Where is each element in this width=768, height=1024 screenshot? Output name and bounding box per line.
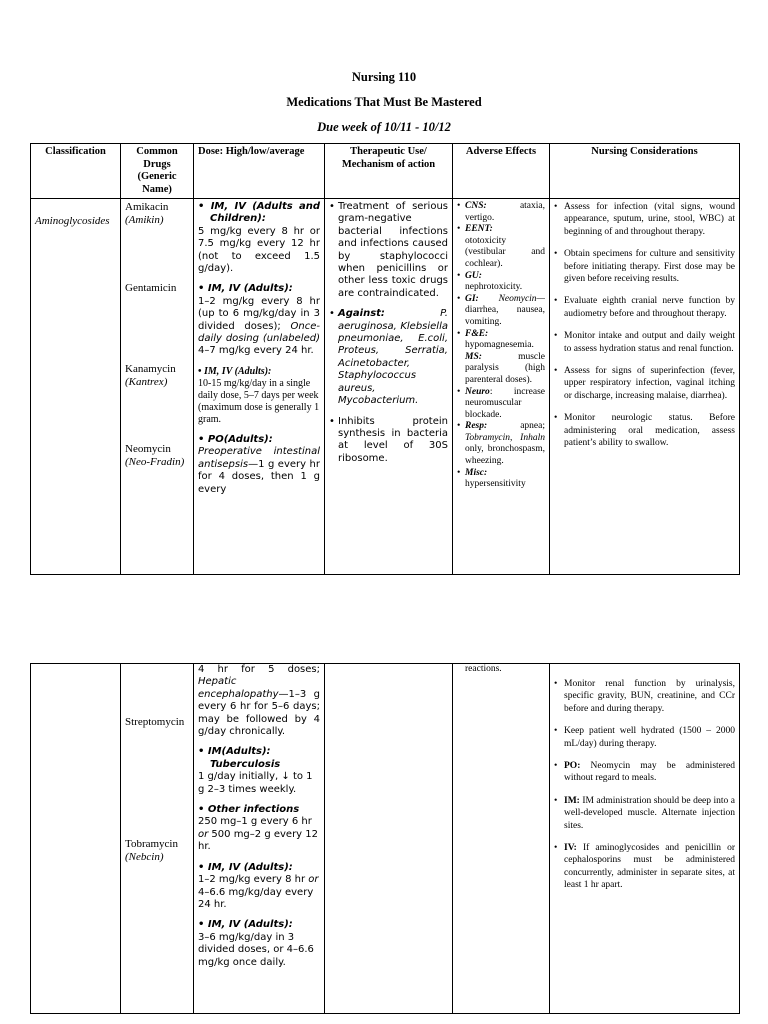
dose-text: or <box>198 828 209 840</box>
nursing-item: • IV: If aminoglycosides and penicillin or cephalosporins must be administered concurrently, administer in separate sites, at least 1 hr apart. <box>554 842 735 892</box>
drug-name: Tobramycin <box>125 838 178 850</box>
adverse-item: • Resp: apnea; Tobramycin, Inhaln only, bronchospasm, wheezing. <box>457 421 545 467</box>
dose-text: 3–6 mg/kg/day in 3 divided doses, or 4–6.6 mg/kg once daily. <box>198 931 314 968</box>
dose-route: • PO(Adults): <box>198 434 320 446</box>
adverse-item: • CNS: ataxia, vertigo. <box>457 201 545 223</box>
col-header-adverse-effects: Adverse Effects <box>453 144 550 199</box>
col-header-dose: Dose: High/low/average <box>194 144 325 199</box>
drug-amikacin <box>125 201 168 226</box>
adverse-item: • GI: Neomycin— diarrhea, nausea, vomiting. <box>457 293 545 327</box>
drug-name: Amikacin <box>125 201 169 213</box>
adverse-item: reactions. <box>465 664 502 674</box>
adverse-item: • EENT: ototoxicity (vestibular and cochlear). <box>457 224 545 269</box>
dose-text: 5 mg/kg every 8 hr or 7.5 mg/kg every 12 hr (not to exceed 1.5 g/day). <box>198 225 320 275</box>
dose-text: 250 mg–1 g every 6 hr <box>198 816 312 828</box>
drug-brand: (Kantrex) <box>125 375 168 388</box>
dose-route: • IM, IV (Adults and Children): <box>198 201 320 226</box>
dose-route: • IM, IV (Adults): <box>198 862 320 874</box>
adverse-item: • GU: nephrotoxicity. <box>457 270 523 293</box>
dose-route: • IM, IV (Adults): <box>198 283 320 295</box>
drug-name: Gentamicin <box>125 282 177 294</box>
classification-cell <box>31 664 121 1014</box>
dose-text: 4–7 mg/kg every 24 hr. <box>198 345 314 357</box>
nursing-item: • Obtain specimens for culture and sensitivity before initiating therapy. First dose may be given before receiving results. <box>554 248 735 285</box>
dose-cell <box>194 664 325 1014</box>
nursing-item: • Monitor intake and output and daily weight to assess hydration status and renal function. <box>554 330 735 355</box>
dose-text: 1–2 mg/kg every 8 hr (up to 6 mg/kg/day in 3 divided doses); <box>198 295 320 332</box>
nursing-item: • Monitor neurologic status. Before administering oral medication, assess patient’s ability to swallow. <box>554 412 735 449</box>
dose-text: 4 hr for 5 doses; <box>198 664 320 675</box>
nursing-item: • Assess for infection (vital signs, wound appearance, sputum, urine, stool, WBC) at beginning of and throughout therapy. <box>554 201 735 238</box>
dose-route: • IM, IV (Adults): <box>198 919 320 931</box>
adverse-item: MS: muscle paralysis (high parenteral doses). <box>465 351 545 385</box>
against-label: Against: <box>338 308 385 320</box>
drug-neomycin <box>125 443 185 468</box>
medication-table-part-1 <box>30 143 740 575</box>
drugs-cell <box>121 664 194 1014</box>
drug-name: Streptomycin <box>125 716 185 728</box>
dose-text: Preoperative intestinal antisepsis <box>198 446 320 470</box>
table-row <box>31 199 740 575</box>
therapeutic-item: • Treatment of serious gram-negative bacterial infections and infections caused by staphylococci when penicillins or other less toxic drugs are contraindicated. <box>329 201 448 300</box>
col-header-common-drugs: Common Drugs (Generic Name) <box>121 144 194 199</box>
therapeutic-item: • Inhibits protein synthesis in bacteria at level of 30S ribosome. <box>329 416 448 466</box>
drug-gentamicin <box>125 282 176 295</box>
organism-list: P. aeruginosa, Klebsiella pneumoniae, E.coli, Proteus, Serratia, Acinetobacter, Staphylococcus aureus, Mycobacterium. <box>338 308 448 407</box>
col-header-nursing-considerations: Nursing Considerations <box>550 144 740 199</box>
drug-name: Kanamycin <box>125 363 176 375</box>
adverse-cell <box>453 664 550 1014</box>
nursing-item: • Monitor renal function by urinalysis, specific gravity, BUN, creatinine, and CCr before and during therapy. <box>554 678 735 715</box>
drugs-cell <box>121 199 194 575</box>
drug-name: Neomycin <box>125 443 171 455</box>
drug-brand: (Amikin) <box>125 213 164 226</box>
dose-text: —1–3 g every 6 hr for 5–6 days; may be followed by 4 g/day chronically. <box>198 688 320 738</box>
nursing-cell <box>550 664 740 1014</box>
drug-streptomycin <box>125 716 187 729</box>
dose-text: 1–2 mg/kg every 8 hr <box>198 874 306 886</box>
nursing-item: • Assess for signs of superinfection (fever, upper respiratory infection, vaginal itching or discharge, increasing malaise, diarrhea). <box>554 365 735 402</box>
nursing-item: • IM: IM administration should be deep into a well-developed muscle. Alternate injection sites. <box>554 795 735 832</box>
dose-route: • Other infections <box>198 804 320 816</box>
classification-cell <box>31 199 121 575</box>
course-title: Nursing 110 <box>351 70 417 84</box>
adverse-cell <box>453 199 550 575</box>
dose-text: 500 mg–2 g every 12 hr. <box>198 828 318 853</box>
drug-brand: (Nebcin) <box>125 850 164 863</box>
adverse-item: • F&E: hypomagnesemia. <box>457 328 534 351</box>
due-date: Due week of 10/11 - 10/12 <box>317 120 451 134</box>
drug-tobramycin <box>125 838 178 863</box>
dose-route: • IM(Adults): Tuberculosis <box>198 746 320 771</box>
dose-text: —1 g every hr for 4 doses, then 1 g every <box>198 458 320 495</box>
nursing-item: • PO: Neomycin may be administered without regard to meals. <box>554 760 735 785</box>
dose-text: or <box>308 874 319 886</box>
classification-name: Aminoglycosides <box>35 215 110 227</box>
drug-brand: (Neo-Fradin) <box>125 455 185 468</box>
dose-cell <box>194 199 325 575</box>
adverse-item: • Misc: hypersensitivity <box>457 467 526 490</box>
col-header-classification: Classification <box>31 144 121 199</box>
nursing-item: • Keep patient well hydrated (1500 – 2000 mL/day) during therapy. <box>554 725 735 750</box>
col-header-therapeutic-use: Therapeutic Use/ Mechanism of action <box>325 144 453 199</box>
nursing-cell <box>550 199 740 575</box>
dose-route: • IM, IV (Adults): <box>198 366 320 378</box>
table-row <box>31 664 740 1014</box>
therapeutic-cell <box>325 199 453 575</box>
adverse-item: • Neuro: increase neuromuscular blockade. <box>457 386 545 420</box>
dose-text: 1 g/day initially, ↓ to 1 g 2–3 times weekly. <box>198 771 313 795</box>
nursing-item: • Evaluate eighth cranial nerve function by audiometry before and throughout therapy. <box>554 295 735 320</box>
dose-text: 10-15 mg/kg/day in a single daily dose, 5–7 days per week (maximum dose is generally 1 gram. <box>198 377 320 425</box>
therapeutic-cell <box>325 664 453 1014</box>
therapeutic-item <box>329 308 448 407</box>
dose-text: Hepatic encephalopathy <box>198 676 279 700</box>
drug-kanamycin <box>125 363 176 388</box>
medication-table-part-2 <box>30 663 740 1014</box>
dose-text: Once-daily dosing (unlabeled) <box>198 320 320 345</box>
dose-text: 4–6.6 mg/kg/day every 24 hr. <box>198 886 314 910</box>
document-title: Medications That Must Be Mastered <box>286 95 482 109</box>
